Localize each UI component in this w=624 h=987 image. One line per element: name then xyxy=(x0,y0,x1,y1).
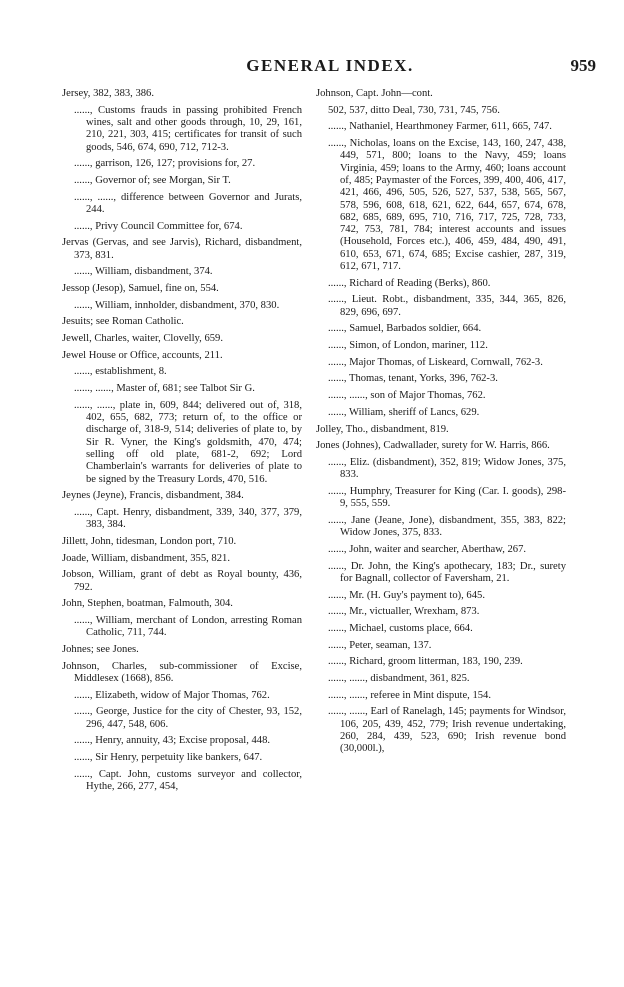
index-entry: Jillett, John, tidesman, London port, 710. xyxy=(62,535,237,547)
index-entry: ......, ......, Earl of Ranelagh, 145; payments for Windsor, 106, 205, 439, 452, 779; Irish revenue undertaking, 260, 284, 439, 523, 690; Irish revenue bond (30,000l.), xyxy=(328,706,566,755)
left-column xyxy=(62,88,302,798)
index-entry: Joade, William, disbandment, 355, 821. xyxy=(62,552,230,564)
index-entry: ......, Governor of; see Morgan, Sir T. xyxy=(74,174,231,186)
index-entry: ......, Richard, groom litterman, 183, 190, 239. xyxy=(328,656,523,668)
index-entry: Jersey, 382, 383, 386. xyxy=(62,88,154,99)
index-entry: ......, Major Thomas, of Liskeard, Cornwall, 762-3. xyxy=(328,356,543,368)
index-entry: ......, Nathaniel, Hearthmoney Farmer, 611, 665, 747. xyxy=(328,121,552,133)
index-entry: Jesuits; see Roman Catholic. xyxy=(62,316,184,328)
index-entry: ......, ......, disbandment, 361, 825. xyxy=(328,672,470,684)
running-title: GENERAL INDEX. xyxy=(246,56,414,75)
index-entry: ......, Mr., victualler, Wrexham, 873. xyxy=(328,606,480,618)
right-column xyxy=(316,88,566,760)
index-entry: ......, Capt. John, customs surveyor and collector, Hythe, 266, 277, 454, xyxy=(74,768,302,792)
index-entry: ......, Samuel, Barbados soldier, 664. xyxy=(328,323,482,335)
index-entry: Johnson, Capt. John—cont. xyxy=(316,88,433,99)
page-header xyxy=(60,56,600,80)
index-entry: Johnson, Charles, sub-commissioner of Excise, Middlesex (1668), 856. xyxy=(62,660,302,684)
index-entry: Jolley, Tho., disbandment, 819. xyxy=(316,423,449,435)
index-entry: Jewell, Charles, waiter, Clovelly, 659. xyxy=(62,333,223,345)
index-entry: ......, Lieut. Robt., disbandment, 335, 344, 365, 826, 829, 696, 697. xyxy=(328,294,566,318)
index-entry: ......, ......, son of Major Thomas, 762. xyxy=(328,390,486,402)
index-entry: ......, William, merchant of London, arresting Roman Catholic, 711, 744. xyxy=(74,614,302,639)
index-entry: ......, Jane (Jeane, Jone), disbandment, 355, 383, 822; Widow Jones, 375, 833. xyxy=(328,514,566,539)
index-entry: Jones (Johnes), Cadwallader, surety for W. Harris, 866. xyxy=(316,440,550,452)
index-entry: Jeynes (Jeyne), Francis, disbandment, 384. xyxy=(62,490,244,502)
index-entry: ......, William, sheriff of Lancs, 629. xyxy=(328,406,480,418)
index-entry: Jobson, William, grant of debt as Royal bounty, 436, 792. xyxy=(62,569,302,593)
index-entry: ......, Henry, annuity, 43; Excise proposal, 448. xyxy=(74,735,271,747)
index-entry: ......, ......, difference between Governor and Jurats, 244. xyxy=(74,191,302,215)
index-entry: ......, Simon, of London, mariner, 112. xyxy=(328,340,488,352)
index-entry: ......, Sir Henry, perpetuity like bankers, 647. xyxy=(74,752,263,763)
index-entry: ......, Thomas, tenant, Yorks, 396, 762-3. xyxy=(328,373,498,385)
index-entry: ......, Nicholas, loans on the Excise, 143, 160, 247, 438, 449, 571, 800; loans to the Navy, 459; loans Virginia, 459; loans to the Army, 460; loans account of, 485; Paymaster of the Forces, 399, 400, 406, 417, 421, 466, 496, 505, 526, 527, 537, 538, 565, 567, 578, 596, 608, 618, 621, 622, 644, 657, 674, 678, 682, 685, 689, 695, 710, 716, 717, 725, 728, 733, 742, 753, 781, 784; interest accounts and issues (Household, Forces etc.), 406, 459, 484, 490, 491, 610, 653, 671, 674, 685; Excise cashier, 287, 319, 612, 671, 717. xyxy=(328,138,566,273)
index-entry: ......, Richard of Reading (Berks), 860. xyxy=(328,277,491,289)
index-entry: ......, establishment, 8. xyxy=(74,366,167,378)
index-entry: ......, Mr. (H. Guy's payment to), 645. xyxy=(328,589,485,601)
index-entry: ......, Capt. Henry, disbandment, 339, 340, 377, 379, 383, 384. xyxy=(74,506,302,531)
index-entry: ......, Peter, seaman, 137. xyxy=(328,639,432,651)
index-entry: ......, William, innholder, disbandment, 370, 830. xyxy=(74,299,280,311)
index-entry: Johnes; see Jones. xyxy=(62,643,139,655)
index-entry: Jewel House or Office, accounts, 211. xyxy=(62,349,223,361)
index-entry: ......, John, waiter and searcher, Aberthaw, 267. xyxy=(328,543,527,555)
index-entry: John, Stephen, boatman, Falmouth, 304. xyxy=(62,598,233,610)
index-entry: ......, ......, referee in Mint dispute, 154. xyxy=(328,689,491,701)
index-entry: 502, 537, ditto Deal, 730, 731, 745, 756. xyxy=(328,104,500,116)
index-entry: ......, ......, Master of, 681; see Talbot Sir G. xyxy=(74,383,255,395)
index-entry: ......, William, disbandment, 374. xyxy=(74,266,213,278)
index-entry: ......, Humphry, Treasurer for King (Car. I. goods), 298-9, 555, 559. xyxy=(328,485,566,510)
index-entry: Jervas (Gervas, and see Jarvis), Richard, disbandment, 373, 831. xyxy=(62,237,302,261)
index-entry: ......, Customs frauds in passing prohibited French wines, salt and other goods through, 10, 29, 161, 210, 221, 303, 415; certificates for transit of such goods, 546, 674, 690, 712, 712-3. xyxy=(74,104,302,153)
index-entry: ......, garrison, 126, 127; provisions for, 27. xyxy=(74,158,256,170)
index-entry: ......, Eliz. (disbandment), 352, 819; Widow Jones, 375, 833. xyxy=(328,456,566,481)
page-number: 959 xyxy=(570,56,596,75)
index-entry: Jessop (Jesop), Samuel, fine on, 554. xyxy=(62,282,219,294)
index-entry: ......, Michael, customs place, 664. xyxy=(328,622,473,634)
index-entry: ......, Dr. John, the King's apothecary, 183; Dr., surety for Bagnall, collector of Faversham, 21. xyxy=(328,560,566,584)
index-entry: ......, ......, plate in, 609, 844; delivered out of, 318, 402, 655, 682, 773; return of, to the office or discharge of, 318-9, 514; deliveries of plate to, by Sir R. Vyner, the King's goldsmith, 470, 474; selling off old plate, 681-2, 692; Lord Chamberlain's warrants for deliveries of plate to be signed by the Treasury Lords, 470, 516. xyxy=(74,399,302,485)
index-entry: ......, George, Justice for the city of Chester, 93, 152, 296, 447, 548, 606. xyxy=(74,706,302,730)
index-entry: ......, Elizabeth, widow of Major Thomas, 762. xyxy=(74,689,270,701)
index-entry: ......, Privy Council Committee for, 674. xyxy=(74,220,243,232)
